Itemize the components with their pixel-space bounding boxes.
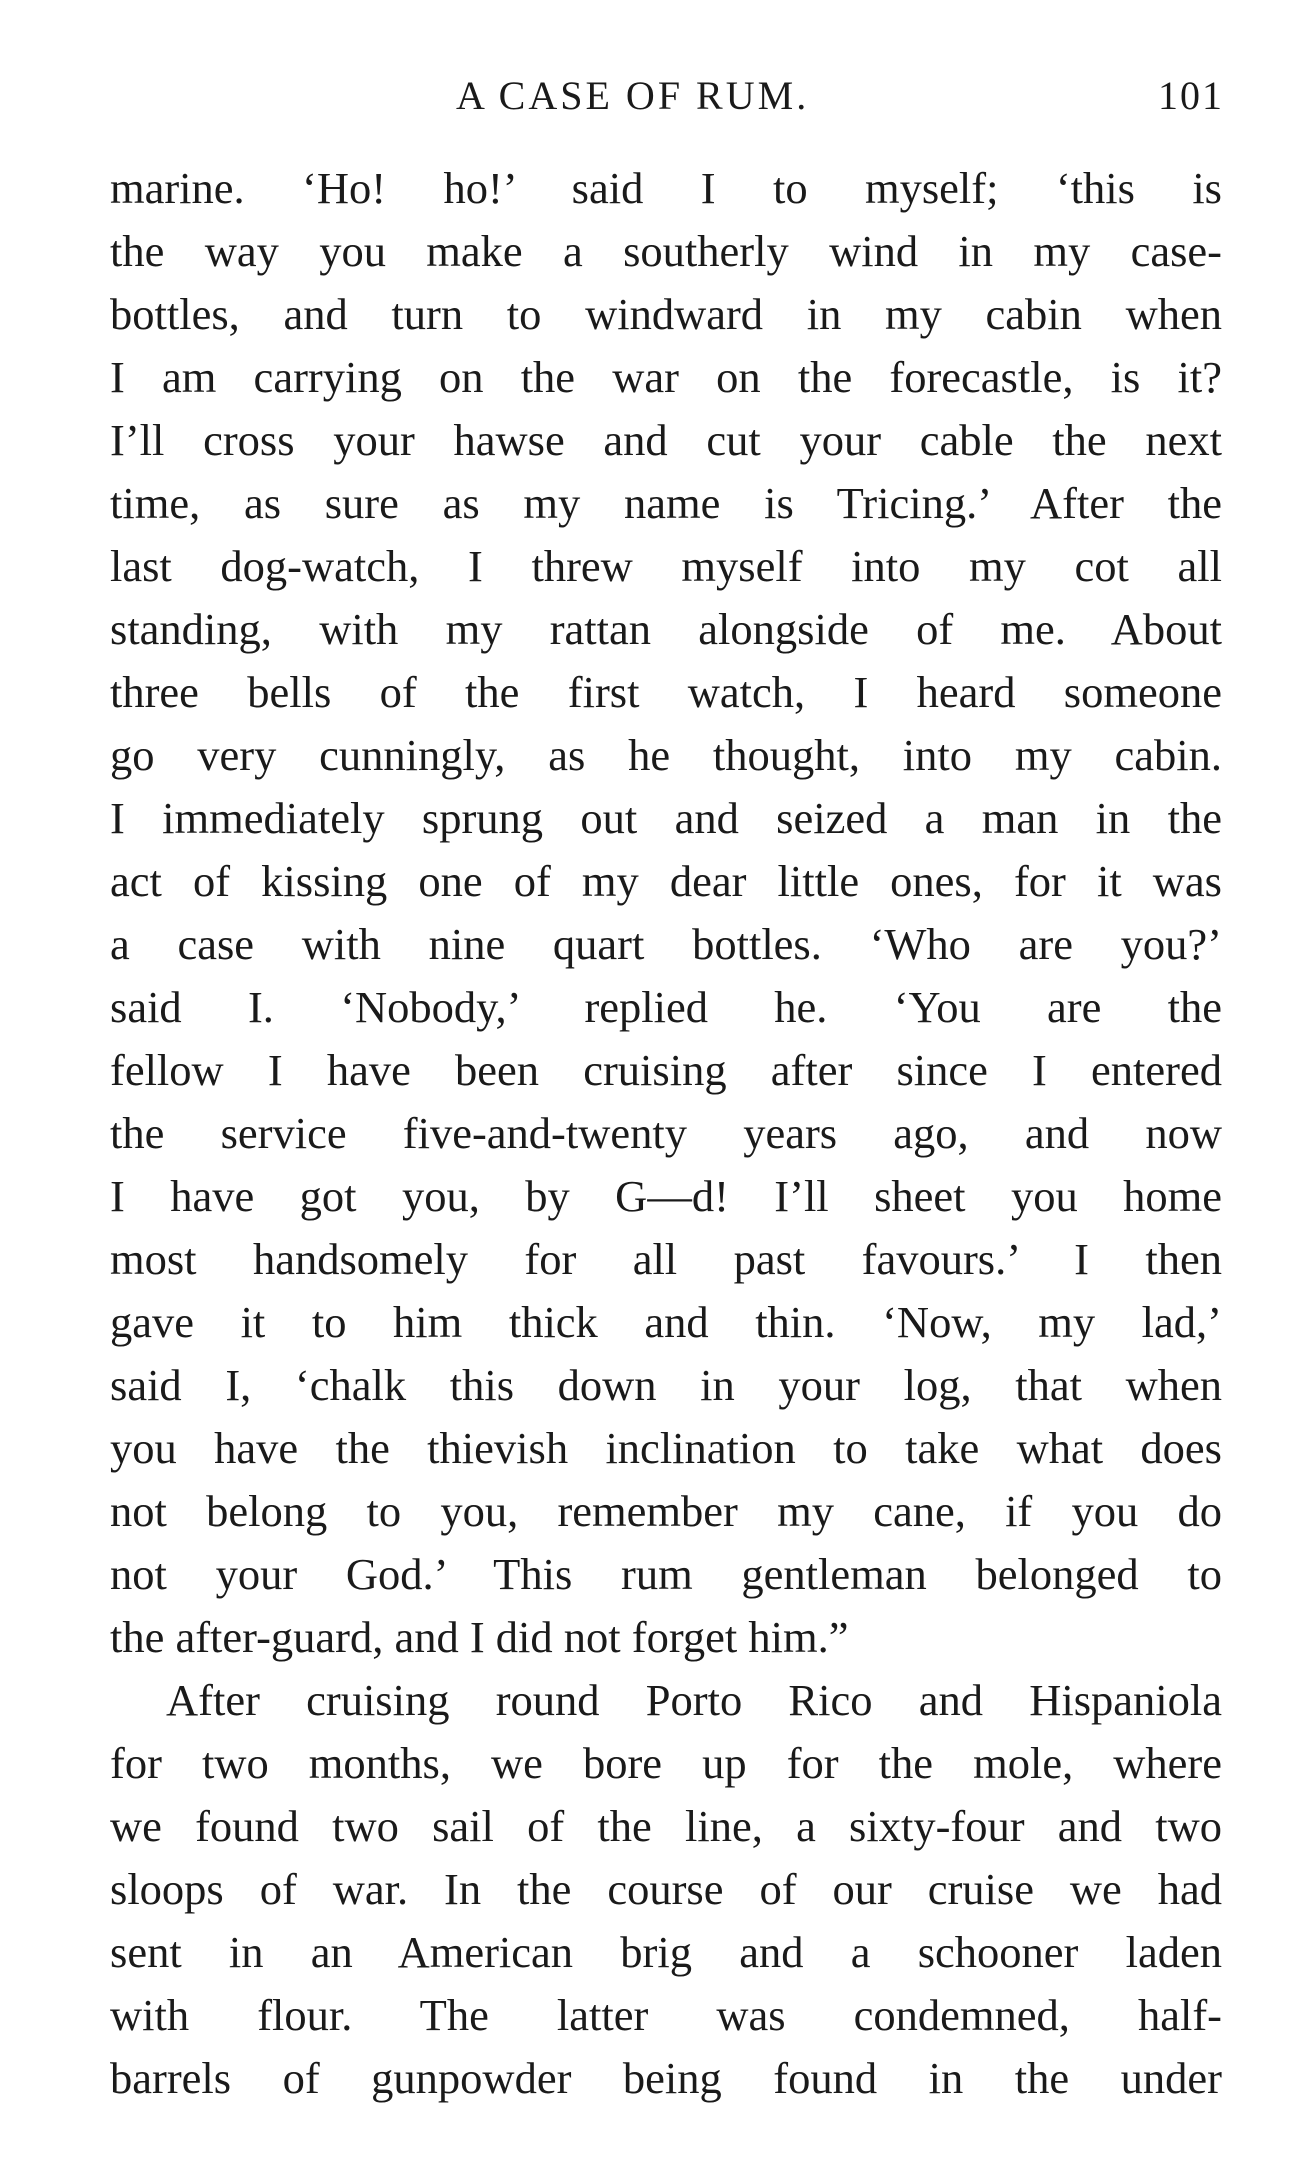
text-line: I have got you, by G—d! I’ll sheet you home [110,1171,1222,1221]
text-line: I immediately sprung out and seized a man in the [110,793,1222,843]
text-line: not belong to you, remember my cane, if you do [110,1486,1222,1536]
text-line: not your God.’ This rum gentleman belonged to [110,1549,1222,1599]
page-number: 101 [1158,73,1224,118]
text-line: act of kissing one of my dear little ones, for it was [110,856,1222,906]
text-line: the after-guard, and I did not forget him.” [110,1612,849,1662]
text-line: you have the thievish inclination to take what does [110,1423,1222,1473]
text-line: three bells of the first watch, I heard someone [110,667,1222,717]
running-title: A CASE OF RUM. [456,73,810,118]
text-line: gave it to him thick and thin. ‘Now, my lad,’ [110,1297,1222,1347]
text-line: said I. ‘Nobody,’ replied he. ‘You are the [110,982,1222,1032]
text-line: standing, with my rattan alongside of me. About [110,604,1222,654]
text-line: a case with nine quart bottles. ‘Who are you?’ [110,919,1222,969]
text-line: with flour. The latter was condemned, half- [110,1990,1222,2040]
running-head [0,72,1302,124]
text-line: After cruising round Porto Rico and Hispaniola [166,1675,1222,1725]
text-line: the way you make a southerly wind in my case- [110,226,1222,276]
body-text [110,157,1222,2110]
text-line: barrels of gunpowder being found in the under [110,2053,1222,2103]
text-line: for two months, we bore up for the mole, where [110,1738,1222,1788]
text-line: I’ll cross your hawse and cut your cable the next [110,415,1222,465]
text-line: time, as sure as my name is Tricing.’ After the [110,478,1222,528]
text-line: said I, ‘chalk this down in your log, that when [110,1360,1222,1410]
text-line: the service five-and-twenty years ago, and now [110,1108,1222,1158]
paragraph [110,1669,1222,2110]
text-line: go very cunningly, as he thought, into my cabin. [110,730,1222,780]
text-line: marine. ‘Ho! ho!’ said I to myself; ‘this is [110,163,1222,213]
text-line: most handsomely for all past favours.’ I then [110,1234,1222,1284]
text-line: bottles, and turn to windward in my cabin when [110,289,1222,339]
paragraph [110,157,1222,1669]
text-line: last dog-watch, I threw myself into my cot all [110,541,1222,591]
text-line: we found two sail of the line, a sixty-four and two [110,1801,1222,1851]
text-line: sent in an American brig and a schooner laden [110,1927,1222,1977]
text-line: sloops of war. In the course of our cruise we had [110,1864,1222,1914]
text-line: I am carrying on the war on the forecastle, is it? [110,352,1222,402]
text-line: fellow I have been cruising after since I entered [110,1045,1222,1095]
